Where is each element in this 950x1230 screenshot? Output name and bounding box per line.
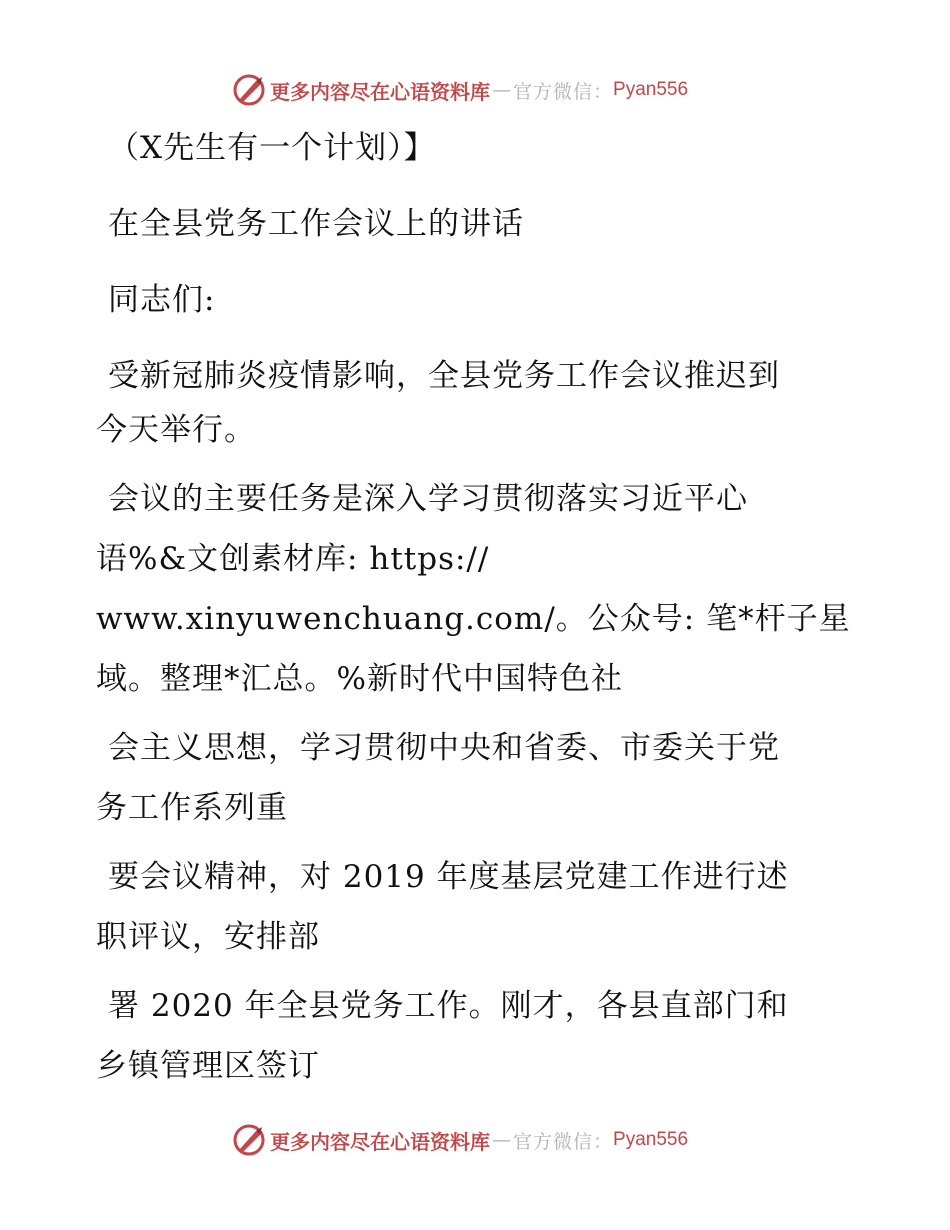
text-line: 会议的主要任务是深入学习贯彻落实习近平心 [108, 481, 748, 517]
text-line: 在全县党务工作会议上的讲话 [108, 206, 524, 242]
watermark-wechat-label: 官方微信： [513, 1130, 614, 1153]
text-line: 语%&文创素材库: https:// [96, 541, 490, 577]
footer-watermark [232, 1122, 688, 1158]
salutation [96, 270, 836, 330]
paragraph [96, 346, 836, 460]
watermark-wechat-label: 官方微信： [513, 80, 614, 103]
text-line: 署 2020 年全县党务工作。刚才，各县直部门和 [108, 988, 789, 1024]
text-line: 乡镇管理区签订 [96, 1048, 320, 1084]
text-line: （X先生有一个计划）】 [108, 130, 436, 166]
document-body [96, 118, 851, 1105]
text-line: www.xinyuwenchuang.com/。公众号: 笔*杆子星 [96, 601, 851, 637]
text-line: 受新冠肺炎疫情影响，全县党务工作会议推迟到 [108, 358, 780, 394]
text-line: 域。整理*汇总。%新时代中国特色社 [96, 661, 623, 697]
text-line: 今天举行。 [96, 412, 256, 448]
paragraph-note [96, 118, 836, 178]
watermark-separator: — [492, 79, 511, 101]
paragraph [96, 469, 851, 709]
text-line: 职评议，安排部 [96, 919, 320, 955]
header-watermark [232, 72, 688, 108]
watermark-separator: — [492, 1129, 511, 1151]
text-line: 务工作系列重 [96, 790, 288, 826]
quill-pen-circle-icon [232, 1123, 266, 1157]
paragraph [96, 718, 836, 838]
watermark-wechat-id: Pyan556 [613, 79, 689, 100]
text-line: 会主义思想，学习贯彻中央和省委、市委关于党 [108, 730, 780, 766]
text-line: 同志们: [108, 282, 216, 318]
watermark-brand-text: 更多内容尽在心语资料库 [270, 1129, 490, 1154]
paragraph [96, 847, 836, 967]
watermark-wechat-id: Pyan556 [613, 1129, 689, 1150]
paragraph [96, 976, 836, 1096]
text-line: 要会议精神，对 2019 年度基层党建工作进行述 [108, 859, 789, 895]
quill-pen-circle-icon [232, 73, 266, 107]
speech-title [96, 194, 836, 254]
watermark-brand-text: 更多内容尽在心语资料库 [270, 79, 490, 104]
